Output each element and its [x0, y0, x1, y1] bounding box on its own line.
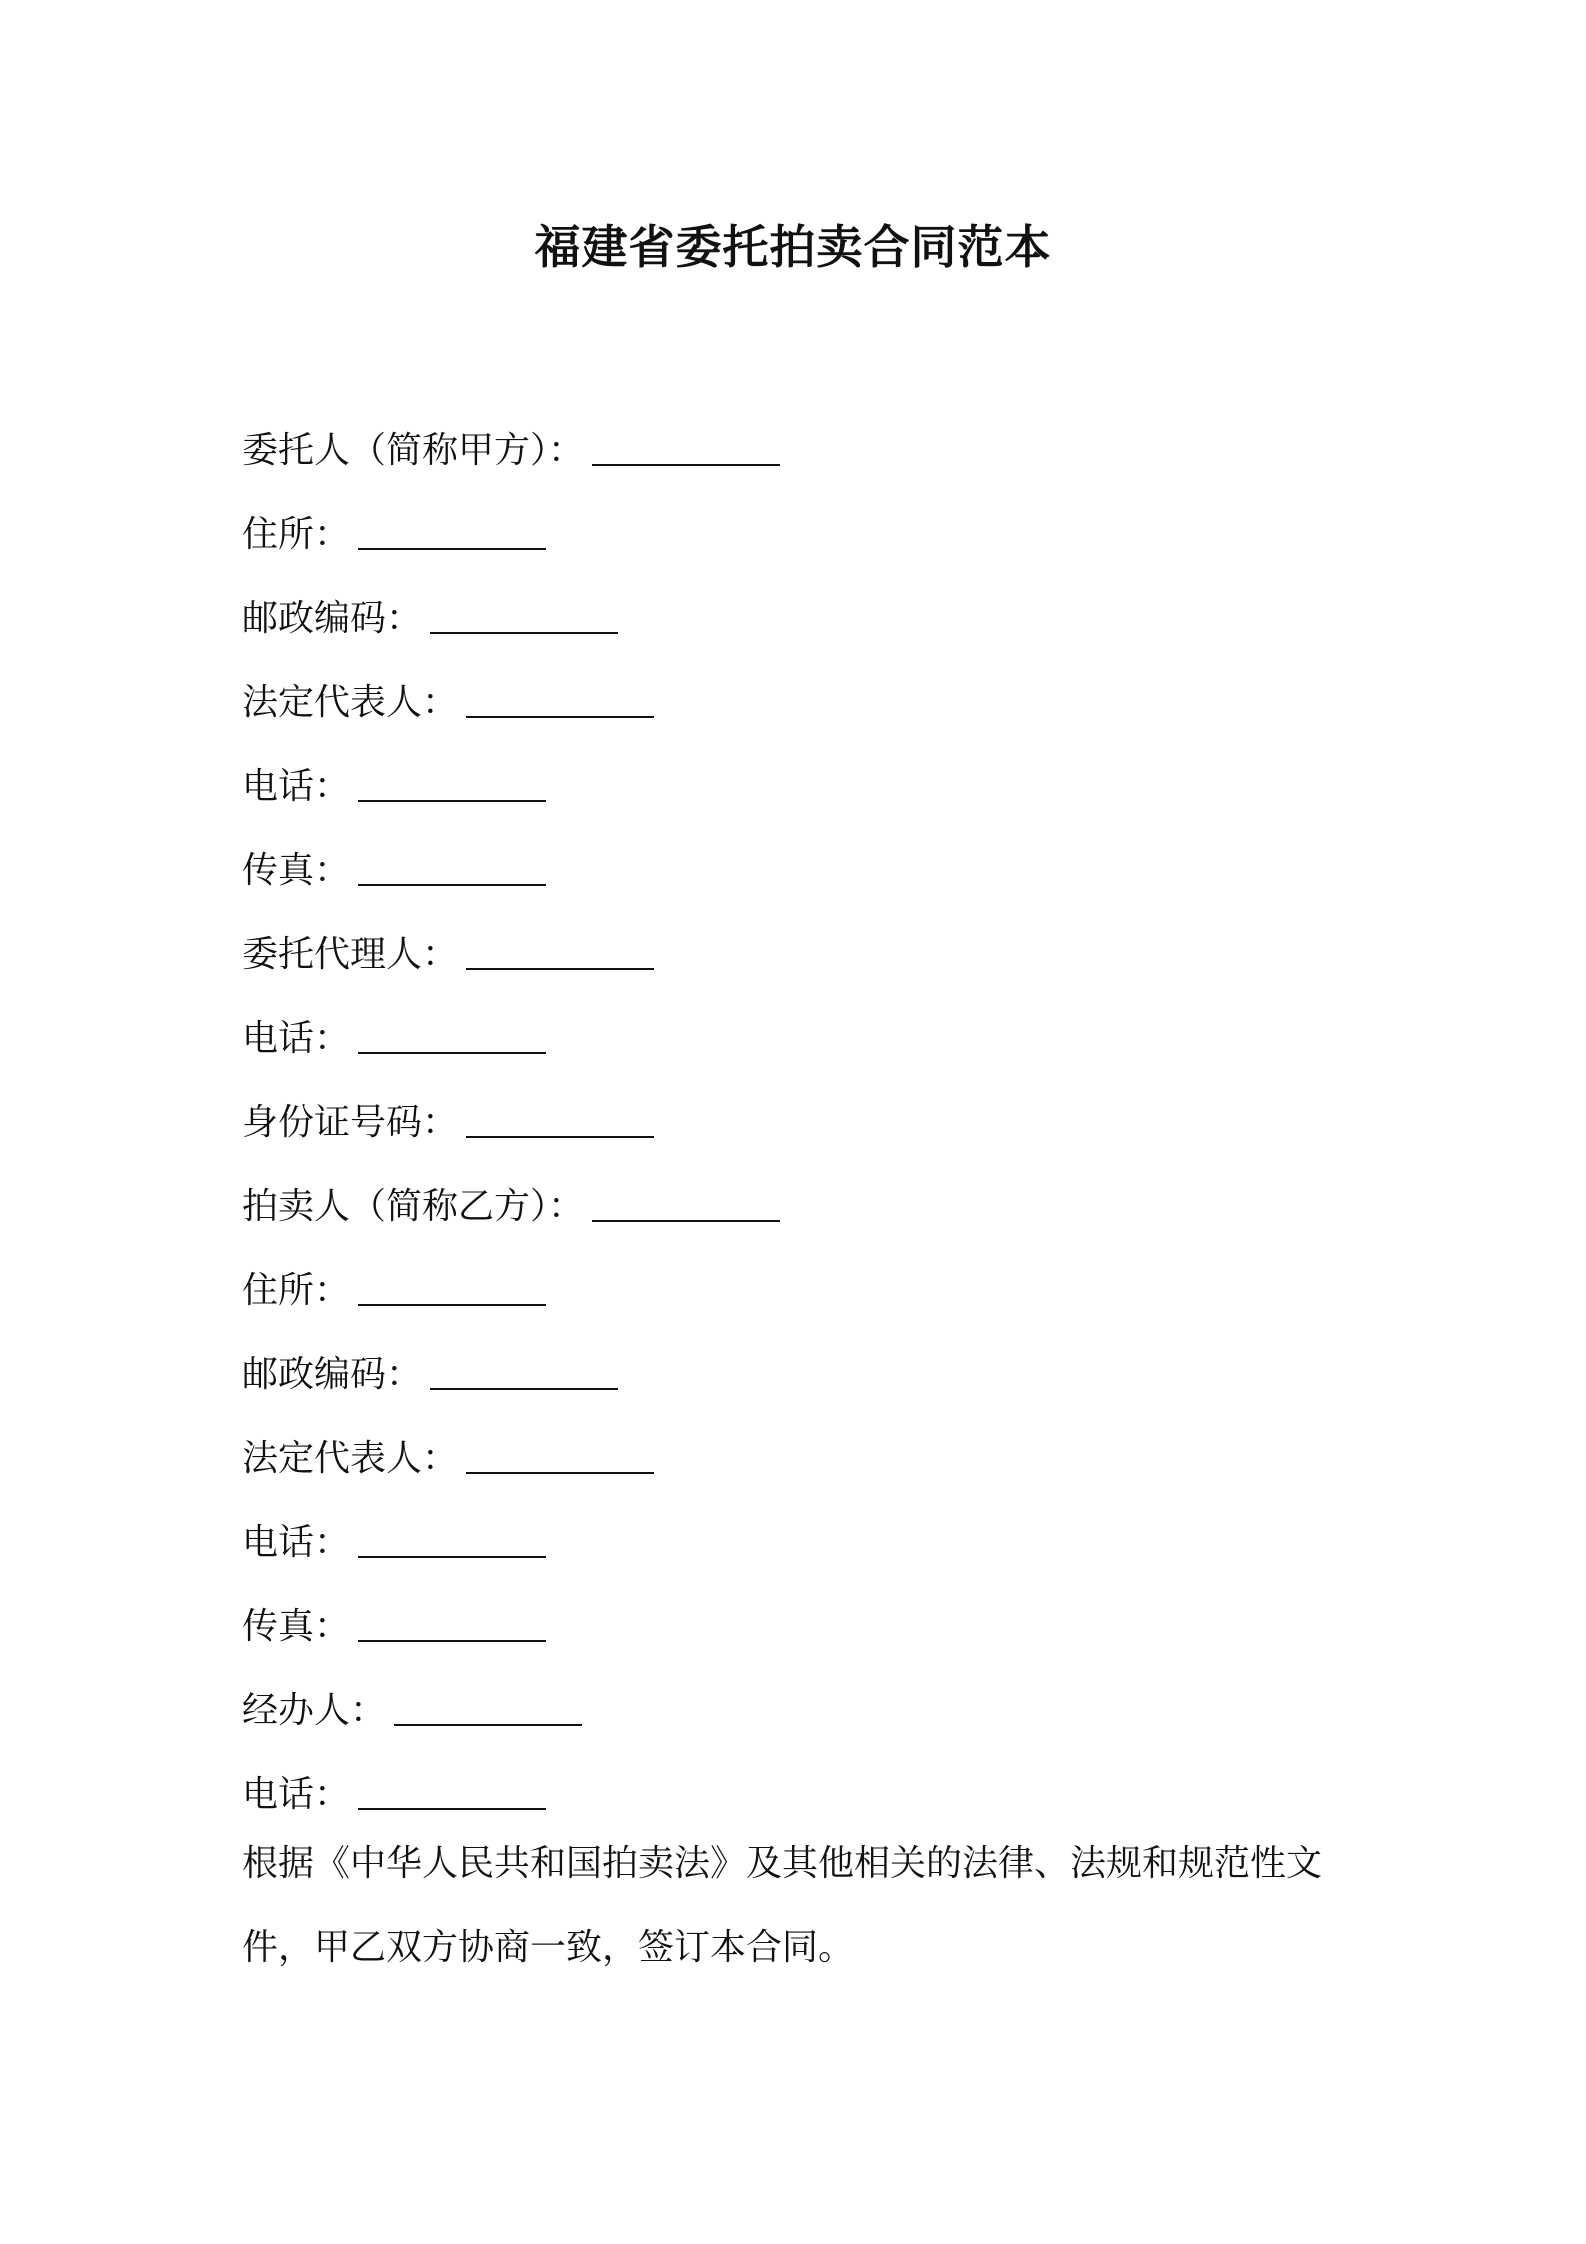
client-legal-representative-blank[interactable]: [466, 676, 654, 718]
client-address-blank[interactable]: [358, 508, 546, 550]
auctioneer-address-field: [242, 1245, 1362, 1329]
field-label: 委托人（简称甲方）：: [242, 429, 585, 471]
client-agent-id-blank[interactable]: [466, 1096, 654, 1138]
auctioneer-fax-field: [242, 1581, 1362, 1665]
client-postal-code-blank[interactable]: [430, 592, 618, 634]
contract-fields: [242, 405, 1362, 1833]
field-label: 传真：: [242, 1605, 351, 1647]
field-label: 传真：: [242, 849, 351, 891]
handler-blank[interactable]: [394, 1684, 582, 1726]
field-label: 拍卖人（简称乙方）：: [242, 1185, 585, 1227]
client-fax-blank[interactable]: [358, 844, 546, 886]
field-label: 邮政编码：: [242, 597, 423, 639]
field-label: 电话：: [242, 1521, 351, 1563]
client-name-blank[interactable]: [592, 424, 780, 466]
auctioneer-postal-code-blank[interactable]: [430, 1348, 618, 1390]
field-label: 住所：: [242, 513, 351, 555]
field-label: 邮政编码：: [242, 1353, 423, 1395]
auctioneer-address-blank[interactable]: [358, 1264, 546, 1306]
client-phone-blank[interactable]: [358, 760, 546, 802]
field-label: 法定代表人：: [242, 681, 459, 723]
client-address-field: [242, 489, 1362, 573]
client-agent-id-field: [242, 1077, 1362, 1161]
client-name-field: [242, 405, 1362, 489]
field-label: 身份证号码：: [242, 1101, 459, 1143]
auctioneer-legal-representative-field: [242, 1413, 1362, 1497]
handler-field: [242, 1665, 1362, 1749]
auctioneer-legal-representative-blank[interactable]: [466, 1432, 654, 1474]
auctioneer-phone-blank[interactable]: [358, 1516, 546, 1558]
document-title: 福建省委托拍卖合同范本: [534, 220, 1052, 274]
auctioneer-fax-blank[interactable]: [358, 1600, 546, 1642]
client-agent-blank[interactable]: [466, 928, 654, 970]
field-label: 委托代理人：: [242, 933, 459, 975]
client-agent-phone-blank[interactable]: [358, 1012, 546, 1054]
client-agent-field: [242, 909, 1362, 993]
auctioneer-name-field: [242, 1161, 1362, 1245]
client-legal-representative-field: [242, 657, 1362, 741]
field-label: 经办人：: [242, 1689, 387, 1731]
auctioneer-phone-field: [242, 1497, 1362, 1581]
intro-line: 件，甲乙双方协商一致，签订本合同。: [242, 1927, 855, 1968]
contract-intro-paragraph: [242, 1822, 1362, 1990]
field-label: 电话：: [242, 765, 351, 807]
intro-line: 根据《中华人民共和国拍卖法》及其他相关的法律、法规和规范性文: [242, 1843, 1323, 1884]
field-label: 法定代表人：: [242, 1437, 459, 1479]
field-label: 住所：: [242, 1269, 351, 1311]
handler-phone-blank[interactable]: [358, 1768, 546, 1810]
client-agent-phone-field: [242, 993, 1362, 1077]
client-phone-field: [242, 741, 1362, 825]
field-label: 电话：: [242, 1017, 351, 1059]
client-postal-code-field: [242, 573, 1362, 657]
auctioneer-postal-code-field: [242, 1329, 1362, 1413]
handler-phone-field: [242, 1749, 1362, 1833]
field-label: 电话：: [242, 1773, 351, 1815]
client-fax-field: [242, 825, 1362, 909]
auctioneer-name-blank[interactable]: [592, 1180, 780, 1222]
